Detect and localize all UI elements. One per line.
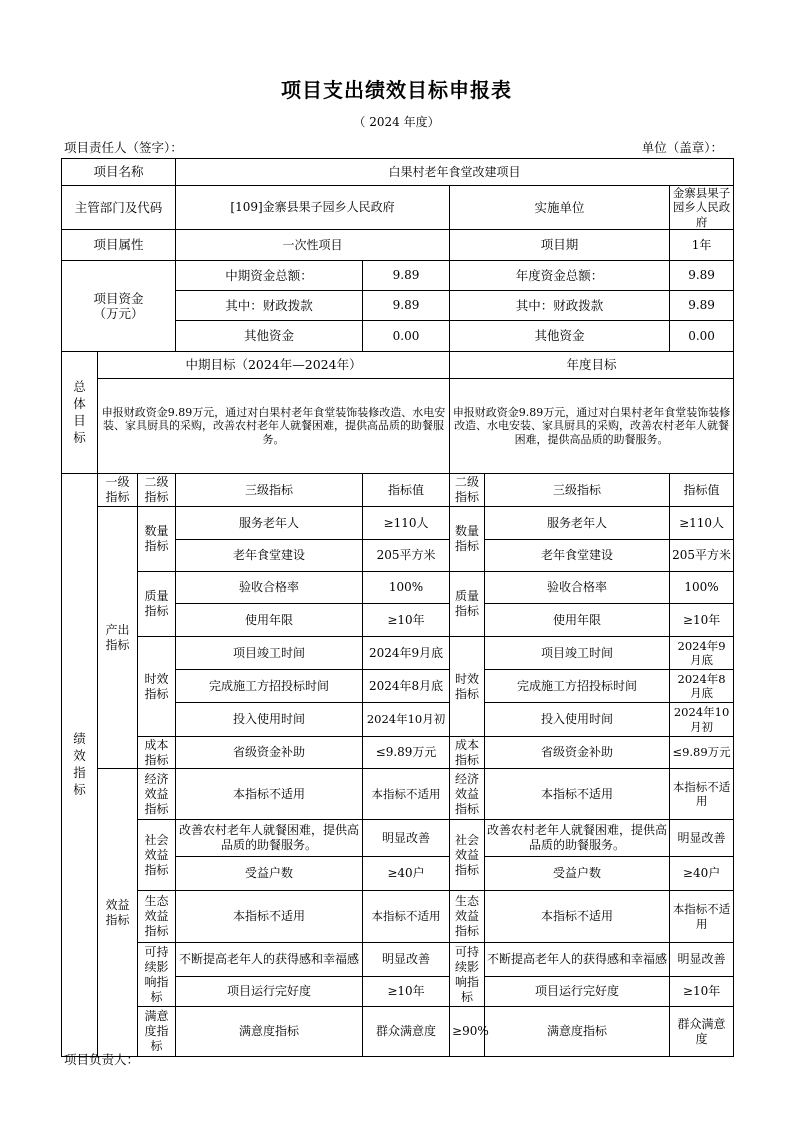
social-label: 社会效益指标 [138, 820, 176, 891]
mid-fiscal-value: 9.89 [363, 291, 450, 321]
table-row: 本指标不适用 [670, 769, 734, 820]
table-row: 本指标不适用 [485, 769, 670, 820]
table-row: 明显改善 [363, 820, 450, 857]
table-row: 本指标不适用 [363, 891, 450, 943]
table-row: 投入使用时间 [485, 703, 670, 737]
table-row: 明显改善 [670, 820, 734, 857]
quantity-label: 数量指标 [138, 507, 176, 572]
mid-goal-header: 中期目标（2024年—2024年） [98, 352, 450, 379]
table-row: ≥40户 [670, 857, 734, 891]
attr-label: 项目属性 [62, 230, 176, 261]
table-row: 完成施工方招投标时间 [485, 670, 670, 703]
table-row: 不断提高老年人的获得感和幸福感 [176, 943, 363, 977]
table-row: 投入使用时间 [176, 703, 363, 737]
year-value-header: 指标值 [670, 474, 734, 507]
year-economic-label: 经济效益指标 [450, 769, 485, 820]
value-header: 指标值 [363, 474, 450, 507]
period-label: 项目期 [450, 230, 670, 261]
table-row: 群众满意度 [363, 1007, 450, 1057]
performance-form-table [61, 158, 734, 1057]
table-row: 老年食堂建设 [485, 540, 670, 572]
table-row: 验收合格率 [485, 572, 670, 604]
project-owner-label: 项目负责人： [64, 1052, 140, 1067]
table-row: 2024年9月底 [363, 637, 450, 670]
year-level2-header: 二级指标 [450, 474, 485, 507]
table-row: 省级资金补助 [485, 737, 670, 769]
year-cost-label: 成本指标 [450, 737, 485, 769]
table-row: ≥10年 [670, 604, 734, 637]
funds-label: 项目资金（万元） [62, 261, 176, 352]
table-row: 项目竣工时间 [176, 637, 363, 670]
year-ecological-label: 生态效益指标 [450, 891, 485, 943]
year-goal-text: 申报财政资金9.89万元，通过对白果村老年食堂装饰装修改造、水电安装、家具厨具的采购，改善农村老年人就餐困难，提供高品质的助餐服务。 [450, 379, 734, 474]
timeliness-label: 时效指标 [138, 637, 176, 737]
table-row: 2024年10月初 [670, 703, 734, 737]
dept-label: 主管部门及代码 [62, 186, 176, 230]
year-other-label: 其他资金 [450, 321, 670, 352]
table-row: 明显改善 [363, 943, 450, 977]
table-row: ≥10年 [363, 604, 450, 637]
level2-header: 二级指标 [138, 474, 176, 507]
table-row: 项目竣工时间 [485, 637, 670, 670]
mid-total-label: 中期资金总额： [176, 261, 363, 291]
table-row: 改善农村老年人就餐困难，提供高品质的助餐服务。 [176, 820, 363, 857]
table-row: 本指标不适用 [176, 769, 363, 820]
table-row: 205平方米 [363, 540, 450, 572]
overall-goal-label: 总体目标 [62, 352, 98, 474]
project-name-value: 白果村老年食堂改建项目 [176, 159, 734, 186]
mid-total-value: 9.89 [363, 261, 450, 291]
table-row: 本指标不适用 [176, 891, 363, 943]
table-row: 省级资金补助 [176, 737, 363, 769]
table-row: 项目运行完好度 [176, 977, 363, 1007]
table-row: 服务老年人 [176, 507, 363, 540]
table-row: 本指标不适用 [670, 891, 734, 943]
table-row: 项目运行完好度 [485, 977, 670, 1007]
table-row: 改善农村老年人就餐困难，提供高品质的助餐服务。 [485, 820, 670, 857]
table-row: ≤9.89万元 [363, 737, 450, 769]
table-row: 受益户数 [176, 857, 363, 891]
table-row: ≥110人 [670, 507, 734, 540]
year-goal-header: 年度目标 [450, 352, 734, 379]
table-row: 明显改善 [670, 943, 734, 977]
ecological-label: 生态效益指标 [138, 891, 176, 943]
table-row: 2024年10月初 [363, 703, 450, 737]
table-row: 205平方米 [670, 540, 734, 572]
year-quantity-label: 数量指标 [450, 507, 485, 572]
year-total-label: 年度资金总额： [450, 261, 670, 291]
table-row: ≥110人 [363, 507, 450, 540]
year-level3-header: 三级指标 [485, 474, 670, 507]
table-row: 使用年限 [485, 604, 670, 637]
table-row: ≤9.89万元 [670, 737, 734, 769]
unit-seal-label: 单位（盖章）： [641, 140, 723, 155]
table-row: 使用年限 [176, 604, 363, 637]
table-row: 不断提高老年人的获得感和幸福感 [485, 943, 670, 977]
attr-value: 一次性项目 [176, 230, 450, 261]
impl-value: 金寨县果子园乡人民政府 [670, 186, 734, 230]
satisfaction-indicator-label: 满意度指标 [138, 1007, 176, 1057]
year-fiscal-label: 其中：财政拨款 [450, 291, 670, 321]
year-sustain-label: 可持续影响指标 [450, 943, 485, 1007]
mid-other-label: 其他资金 [176, 321, 363, 352]
table-row: ≥40户 [363, 857, 450, 891]
period-value: 1年 [670, 230, 734, 261]
mid-goal-text: 申报财政资金9.89万元，通过对白果村老年食堂装饰装修改造、水电安装、家具厨具的采购，改善农村老年人就餐困难，提供高品质的助餐服务。 [98, 379, 450, 474]
table-row: 本指标不适用 [485, 891, 670, 943]
table-row: 群众满意度 [670, 1007, 734, 1057]
mid-other-value: 0.00 [363, 321, 450, 352]
year-fiscal-value: 9.89 [670, 291, 734, 321]
year-other-value: 0.00 [670, 321, 734, 352]
project-name-label: 项目名称 [62, 159, 176, 186]
level3-header: 三级指标 [176, 474, 363, 507]
table-row: 2024年8月底 [363, 670, 450, 703]
quality-label: 质量指标 [138, 572, 176, 637]
year-timeliness-label: 时效指标 [450, 637, 485, 737]
table-row: 验收合格率 [176, 572, 363, 604]
table-row: ≥10年 [363, 977, 450, 1007]
table-row: 本指标不适用 [363, 769, 450, 820]
mid-fiscal-label: 其中：财政拨款 [176, 291, 363, 321]
economic-label: 经济效益指标 [138, 769, 176, 820]
table-row: 2024年8月底 [670, 670, 734, 703]
dept-value: [109]金寨县果子园乡人民政府 [176, 186, 450, 230]
signer-label: 项目责任人（签字）： [64, 140, 183, 155]
table-row: ≥90% [450, 1007, 485, 1057]
table-row: 老年食堂建设 [176, 540, 363, 572]
output-indicator-label: 产出指标 [98, 507, 138, 769]
level1-header: 一级指标 [98, 474, 138, 507]
page-title: 项目支出绩效目标申报表 [281, 78, 512, 102]
table-row: 受益户数 [485, 857, 670, 891]
sustain-label: 可持续影响指标 [138, 943, 176, 1007]
year-line: （ 2024 年度） [353, 115, 440, 129]
year-total-value: 9.89 [670, 261, 734, 291]
satisfaction-sub-label: 满意度指标 [176, 1007, 363, 1057]
cost-label: 成本指标 [138, 737, 176, 769]
table-row: 服务老年人 [485, 507, 670, 540]
perf-indicator-label: 绩效指标 [62, 474, 98, 1057]
impl-label: 实施单位 [450, 186, 670, 230]
benefit-indicator-label: 效益指标 [98, 769, 138, 1057]
table-row: 100% [363, 572, 450, 604]
table-row: 100% [670, 572, 734, 604]
table-row: 完成施工方招投标时间 [176, 670, 363, 703]
year-social-label: 社会效益指标 [450, 820, 485, 891]
year-quality-label: 质量指标 [450, 572, 485, 637]
table-row: 2024年9月底 [670, 637, 734, 670]
table-row: ≥10年 [670, 977, 734, 1007]
year-satisfaction-label: 满意度指标 [485, 1007, 670, 1057]
